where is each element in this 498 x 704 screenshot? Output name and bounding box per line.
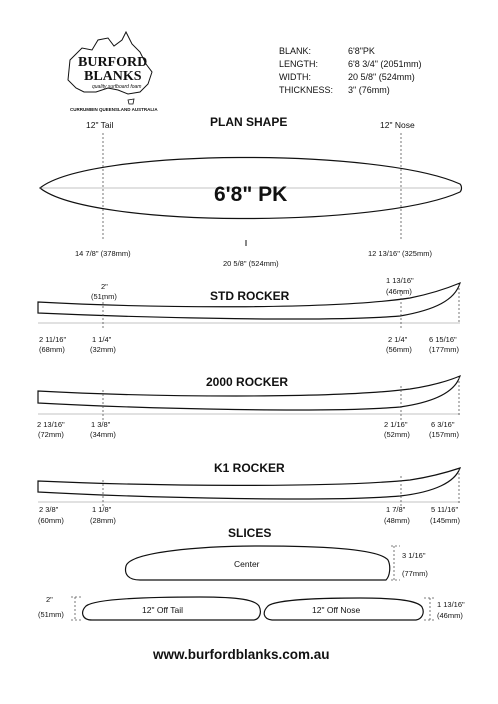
nose-slice-label: 12" Off Nose (312, 605, 361, 615)
std-nose-top-height: 1 13/16" (386, 276, 414, 285)
r2000-tail12-rocker-mm: (34mm) (90, 430, 116, 439)
left-slice-height-mm: (51mm) (38, 610, 64, 619)
std-tail-rocker: 2 11/16" (39, 335, 67, 344)
logo-tagline: quality surfboard foam (92, 84, 142, 90)
spec-length-label: LENGTH: (279, 59, 319, 69)
logo-name-line2: BLANKS (84, 69, 142, 84)
plan-center-width: 20 5/8" (524mm) (223, 259, 279, 268)
r2000-tail-rocker-mm: (72mm) (38, 430, 64, 439)
website-link[interactable]: www.burfordblanks.com.au (153, 647, 330, 662)
spec-width-label: WIDTH: (279, 72, 311, 82)
k1-tail-rocker: 2 3/8" (39, 505, 59, 514)
std-tail12-rocker-mm: (32mm) (90, 345, 116, 354)
k1-tail-rocker-mm: (60mm) (38, 516, 64, 525)
k1-nose12-rocker: 1 7/8" (386, 505, 406, 514)
spec-thickness-value: 3" (76mm) (348, 85, 390, 95)
std-tail12-rocker: 1 1/4" (92, 335, 112, 344)
center-slice-label: Center (234, 559, 260, 569)
plan-nose-label: 12" Nose (380, 120, 415, 130)
std-nose-rocker: 6 15/16" (429, 335, 457, 344)
k1-tail12-rocker-mm: (28mm) (90, 516, 116, 525)
center-slice-height-mm: (77mm) (402, 569, 428, 578)
r2000-tail12-rocker: 1 3/8" (91, 420, 111, 429)
tasmania-outline (128, 99, 134, 104)
std-tail-rocker-mm: (68mm) (39, 345, 65, 354)
k1-nose-rocker-mm: (145mm) (430, 516, 461, 525)
plan-tail-width: 14 7/8" (378mm) (75, 249, 131, 258)
spec-blank-label: BLANK: (279, 46, 312, 56)
logo-name-line1: BURFORD (78, 55, 148, 70)
spec-width-value: 20 5/8" (524mm) (348, 72, 415, 82)
plan-center-label: 6'8" PK (214, 183, 288, 206)
center-slice-height: 3 1/16" (402, 551, 426, 560)
tail-slice-label: 12" Off Tail (142, 605, 183, 615)
right-slice-height-mm: (46mm) (437, 611, 463, 620)
r2000-nose12-rocker: 2 1/16" (384, 420, 408, 429)
k1-nose-rocker: 5 11/16" (431, 505, 459, 514)
std-nose-rocker-mm: (177mm) (429, 345, 460, 354)
logo-location: CURRUMBIN QUEENSLAND AUSTRALIA (70, 107, 158, 112)
r2000-nose-rocker: 6 3/16" (431, 420, 455, 429)
std-mid-height-mm: (51mm) (91, 292, 117, 301)
k1-rocker-title: K1 ROCKER (214, 461, 285, 475)
k1-tail12-rocker: 1 1/8" (92, 505, 112, 514)
spec-thickness-label: THICKNESS: (279, 85, 334, 95)
slices-title: SLICES (228, 526, 272, 540)
r2000-nose-rocker-mm: (157mm) (429, 430, 460, 439)
spec-length-value: 6'8 3/4" (2051mm) (348, 59, 422, 69)
r2000-rocker-title: 2000 ROCKER (206, 375, 289, 389)
std-nose12-rocker-mm: (56mm) (386, 345, 412, 354)
k1-nose12-rocker-mm: (48mm) (384, 516, 410, 525)
left-slice-height: 2" (46, 595, 53, 604)
r2000-nose12-rocker-mm: (52mm) (384, 430, 410, 439)
std-mid-height: 2" (101, 282, 108, 291)
std-nose-top-height-mm: (46mm) (386, 287, 412, 296)
std-nose12-rocker: 2 1/4" (388, 335, 408, 344)
right-slice-height: 1 13/16" (437, 600, 465, 609)
plan-nose-width: 12 13/16" (325mm) (368, 249, 432, 258)
spec-blank-value: 6'8"PK (348, 46, 375, 56)
std-rocker-title: STD ROCKER (210, 289, 290, 303)
plan-tail-label: 12" Tail (86, 120, 114, 130)
r2000-tail-rocker: 2 13/16" (37, 420, 65, 429)
plan-shape-title: PLAN SHAPE (210, 115, 288, 129)
